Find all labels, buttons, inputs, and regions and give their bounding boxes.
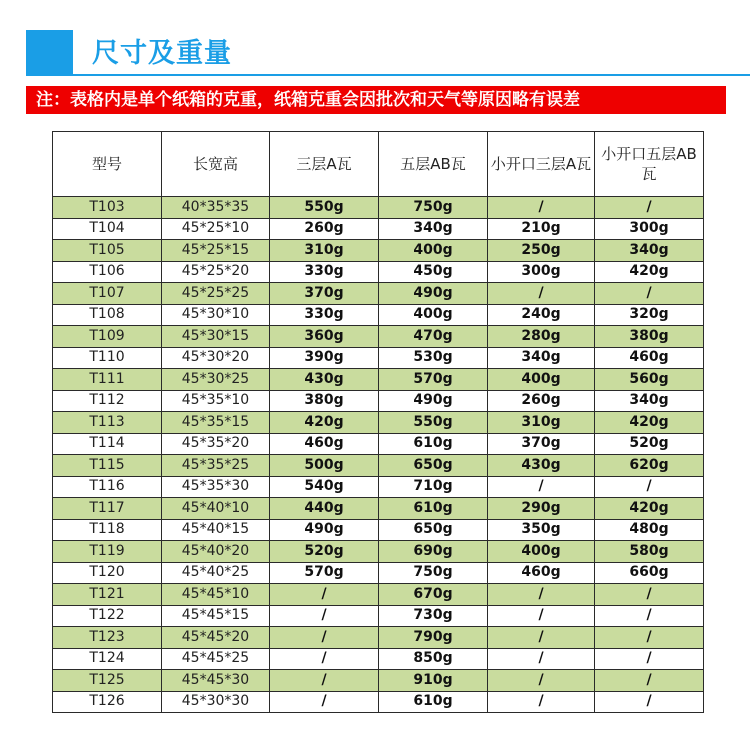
cell-model: T122 [53,605,162,627]
cell-model: T103 [53,197,162,219]
cell-5ply-ab-weight: 710g [379,476,488,498]
cell-small-5ply-ab-weight: / [595,648,704,670]
cell-dimensions: 45*30*15 [162,326,270,348]
table-row [53,304,704,326]
cell-5ply-ab-weight: 790g [379,627,488,649]
cell-small-3ply-a-weight: / [488,476,595,498]
table-row [53,562,704,584]
cell-small-3ply-a-weight: / [488,627,595,649]
cell-small-5ply-ab-weight: / [595,476,704,498]
cell-5ply-ab-weight: 610g [379,433,488,455]
table-row [53,541,704,563]
cell-dimensions: 45*45*10 [162,584,270,606]
cell-small-3ply-a-weight: 240g [488,304,595,326]
cell-5ply-ab-weight: 730g [379,605,488,627]
cell-model: T114 [53,433,162,455]
cell-model: T109 [53,326,162,348]
cell-5ply-ab-weight: 670g [379,584,488,606]
cell-small-3ply-a-weight: 290g [488,498,595,520]
cell-dimensions: 45*25*10 [162,218,270,240]
cell-small-5ply-ab-weight: / [595,605,704,627]
cell-small-3ply-a-weight: 260g [488,390,595,412]
cell-3ply-a-weight: 390g [270,347,379,369]
cell-model: T115 [53,455,162,477]
table-row [53,627,704,649]
note-banner [26,86,726,114]
header-model: 型号 [53,132,162,197]
cell-3ply-a-weight: / [270,670,379,692]
cell-3ply-a-weight: 540g [270,476,379,498]
cell-model: T121 [53,584,162,606]
cell-small-5ply-ab-weight: 340g [595,390,704,412]
page-title: 尺寸及重量 [92,38,232,69]
cell-dimensions: 45*35*25 [162,455,270,477]
header-3ply-a: 三层A瓦 [270,132,379,197]
cell-small-3ply-a-weight: 350g [488,519,595,541]
cell-5ply-ab-weight: 470g [379,326,488,348]
cell-small-3ply-a-weight: 250g [488,240,595,262]
cell-3ply-a-weight: 370g [270,283,379,305]
cell-5ply-ab-weight: 490g [379,283,488,305]
cell-model: T126 [53,691,162,713]
cell-5ply-ab-weight: 550g [379,412,488,434]
cell-model: T106 [53,261,162,283]
cell-small-3ply-a-weight: 400g [488,541,595,563]
cell-5ply-ab-weight: 450g [379,261,488,283]
table-header-row [53,132,704,197]
cell-model: T124 [53,648,162,670]
cell-dimensions: 45*40*25 [162,562,270,584]
cell-small-5ply-ab-weight: / [595,283,704,305]
cell-3ply-a-weight: 330g [270,261,379,283]
cell-dimensions: 45*45*15 [162,605,270,627]
cell-3ply-a-weight: 550g [270,197,379,219]
cell-dimensions: 45*45*30 [162,670,270,692]
note-text: 注：表格内是单个纸箱的克重，纸箱克重会因批次和天气等原因略有误差 [36,90,580,110]
cell-small-5ply-ab-weight: 420g [595,261,704,283]
header-small-3ply-a: 小开口三层A瓦 [488,132,595,197]
title-accent-block [26,30,73,74]
cell-dimensions: 45*40*15 [162,519,270,541]
table-row [53,498,704,520]
cell-5ply-ab-weight: 400g [379,304,488,326]
cell-small-3ply-a-weight: 210g [488,218,595,240]
cell-small-3ply-a-weight: / [488,691,595,713]
cell-5ply-ab-weight: 610g [379,691,488,713]
table-row [53,326,704,348]
cell-dimensions: 45*30*30 [162,691,270,713]
cell-dimensions: 45*30*10 [162,304,270,326]
cell-small-5ply-ab-weight: 460g [595,347,704,369]
cell-5ply-ab-weight: 340g [379,218,488,240]
cell-model: T120 [53,562,162,584]
cell-3ply-a-weight: 460g [270,433,379,455]
cell-dimensions: 45*25*25 [162,283,270,305]
cell-3ply-a-weight: / [270,584,379,606]
cell-small-3ply-a-weight: 430g [488,455,595,477]
table-row [53,605,704,627]
cell-dimensions: 45*30*25 [162,369,270,391]
header-small-5ply-ab: 小开口五层AB瓦 [595,132,704,197]
cell-5ply-ab-weight: 530g [379,347,488,369]
cell-small-3ply-a-weight: / [488,648,595,670]
table-row [53,283,704,305]
cell-dimensions: 45*35*30 [162,476,270,498]
cell-small-3ply-a-weight: 460g [488,562,595,584]
cell-3ply-a-weight: 310g [270,240,379,262]
cell-dimensions: 45*35*20 [162,433,270,455]
cell-model: T108 [53,304,162,326]
cell-3ply-a-weight: 500g [270,455,379,477]
cell-5ply-ab-weight: 850g [379,648,488,670]
cell-small-5ply-ab-weight: / [595,584,704,606]
cell-dimensions: 40*35*35 [162,197,270,219]
cell-5ply-ab-weight: 690g [379,541,488,563]
cell-dimensions: 45*35*15 [162,412,270,434]
table-row [53,412,704,434]
table-row [53,197,704,219]
cell-small-5ply-ab-weight: / [595,197,704,219]
cell-dimensions: 45*25*15 [162,240,270,262]
size-weight-table [52,131,704,713]
cell-model: T116 [53,476,162,498]
cell-small-3ply-a-weight: / [488,197,595,219]
table-row [53,347,704,369]
cell-dimensions: 45*40*20 [162,541,270,563]
cell-3ply-a-weight: 430g [270,369,379,391]
cell-model: T111 [53,369,162,391]
cell-5ply-ab-weight: 400g [379,240,488,262]
cell-5ply-ab-weight: 750g [379,197,488,219]
cell-model: T113 [53,412,162,434]
table-row [53,691,704,713]
cell-small-5ply-ab-weight: / [595,691,704,713]
cell-dimensions: 45*30*20 [162,347,270,369]
table-row [53,433,704,455]
table-row [53,648,704,670]
cell-small-3ply-a-weight: 370g [488,433,595,455]
table-row [53,240,704,262]
cell-small-5ply-ab-weight: 420g [595,498,704,520]
cell-small-5ply-ab-weight: 340g [595,240,704,262]
cell-5ply-ab-weight: 610g [379,498,488,520]
table-row [53,476,704,498]
cell-small-5ply-ab-weight: 560g [595,369,704,391]
cell-model: T107 [53,283,162,305]
table-row [53,390,704,412]
table-row [53,670,704,692]
cell-small-5ply-ab-weight: 420g [595,412,704,434]
cell-small-5ply-ab-weight: 520g [595,433,704,455]
cell-model: T117 [53,498,162,520]
cell-5ply-ab-weight: 750g [379,562,488,584]
cell-small-3ply-a-weight: / [488,670,595,692]
cell-dimensions: 45*35*10 [162,390,270,412]
table-body [53,197,704,713]
cell-small-3ply-a-weight: / [488,283,595,305]
cell-dimensions: 45*25*20 [162,261,270,283]
cell-3ply-a-weight: 570g [270,562,379,584]
cell-model: T105 [53,240,162,262]
cell-dimensions: 45*40*10 [162,498,270,520]
cell-5ply-ab-weight: 910g [379,670,488,692]
cell-3ply-a-weight: / [270,648,379,670]
cell-small-3ply-a-weight: 310g [488,412,595,434]
table-row [53,584,704,606]
cell-3ply-a-weight: / [270,627,379,649]
cell-small-3ply-a-weight: 340g [488,347,595,369]
cell-model: T125 [53,670,162,692]
cell-small-5ply-ab-weight: 660g [595,562,704,584]
cell-5ply-ab-weight: 490g [379,390,488,412]
cell-5ply-ab-weight: 570g [379,369,488,391]
cell-dimensions: 45*45*20 [162,627,270,649]
cell-dimensions: 45*45*25 [162,648,270,670]
cell-model: T112 [53,390,162,412]
cell-3ply-a-weight: 330g [270,304,379,326]
cell-small-3ply-a-weight: / [488,584,595,606]
cell-3ply-a-weight: / [270,605,379,627]
table-row [53,261,704,283]
cell-small-3ply-a-weight: 400g [488,369,595,391]
cell-model: T119 [53,541,162,563]
cell-small-5ply-ab-weight: / [595,627,704,649]
table-row [53,455,704,477]
table-row [53,369,704,391]
cell-model: T104 [53,218,162,240]
cell-3ply-a-weight: 260g [270,218,379,240]
cell-5ply-ab-weight: 650g [379,519,488,541]
cell-small-5ply-ab-weight: 300g [595,218,704,240]
cell-model: T123 [53,627,162,649]
cell-3ply-a-weight: 440g [270,498,379,520]
table-row [53,218,704,240]
cell-5ply-ab-weight: 650g [379,455,488,477]
header-dimensions: 长宽高 [162,132,270,197]
cell-3ply-a-weight: 490g [270,519,379,541]
cell-model: T110 [53,347,162,369]
cell-3ply-a-weight: 360g [270,326,379,348]
header-5ply-ab: 五层AB瓦 [379,132,488,197]
cell-3ply-a-weight: / [270,691,379,713]
cell-model: T118 [53,519,162,541]
cell-small-3ply-a-weight: 280g [488,326,595,348]
cell-small-5ply-ab-weight: 320g [595,304,704,326]
cell-3ply-a-weight: 420g [270,412,379,434]
cell-small-5ply-ab-weight: 620g [595,455,704,477]
cell-small-3ply-a-weight: / [488,605,595,627]
cell-small-5ply-ab-weight: 380g [595,326,704,348]
cell-small-5ply-ab-weight: / [595,670,704,692]
table-row [53,519,704,541]
cell-small-5ply-ab-weight: 480g [595,519,704,541]
cell-small-5ply-ab-weight: 580g [595,541,704,563]
cell-small-3ply-a-weight: 300g [488,261,595,283]
title-underline [26,74,750,76]
cell-3ply-a-weight: 380g [270,390,379,412]
cell-3ply-a-weight: 520g [270,541,379,563]
